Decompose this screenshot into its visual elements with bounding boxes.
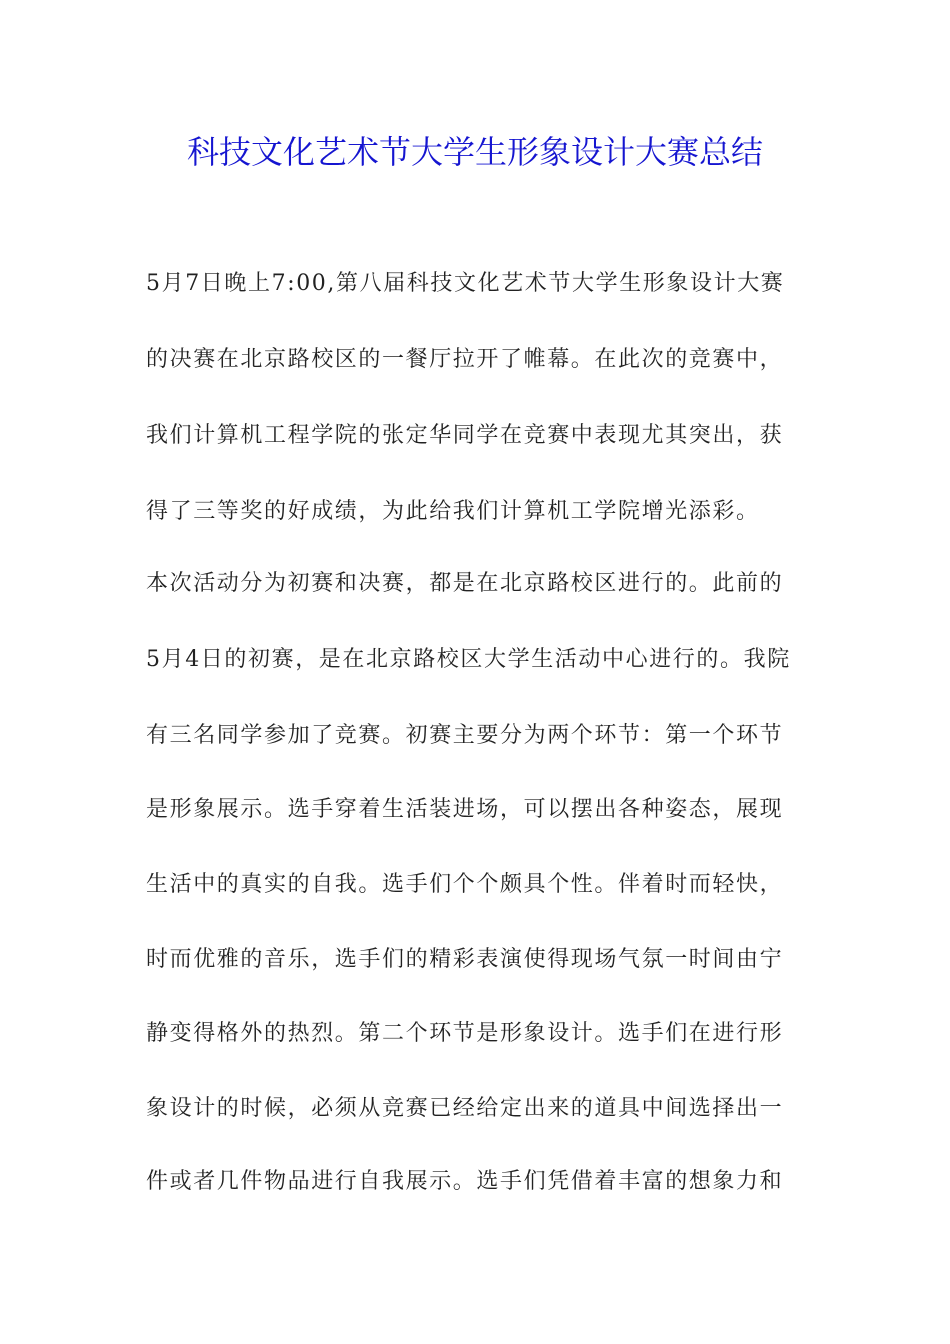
body-line-6: 5月4日的初赛，是在北京路校区大学生活动中心进行的。我院 xyxy=(146,647,791,672)
body-line-2: 的决赛在北京路校区的一餐厅拉开了帷幕。在此次的竞赛中， xyxy=(146,347,784,372)
body-line-5: 本次活动分为初赛和决赛，都是在北京路校区进行的。此前的 xyxy=(146,571,784,596)
body-line-3: 我们计算机工程学院的张定华同学在竞赛中表现尤其突出，获 xyxy=(146,423,784,448)
body-line-7: 有三名同学参加了竞赛。初赛主要分为两个环节：第一个环节 xyxy=(146,723,784,748)
body-line-4: 得了三等奖的好成绩，为此给我们计算机工学院增光添彩。 xyxy=(146,499,760,524)
body-line-8: 是形象展示。选手穿着生活装进场，可以摆出各种姿态，展现 xyxy=(146,797,784,822)
body-line-11: 静变得格外的热烈。第二个环节是形象设计。选手们在进行形 xyxy=(146,1021,784,1046)
body-line-13: 件或者几件物品进行自我展示。选手们凭借着丰富的想象力和 xyxy=(146,1169,784,1194)
body-line-12: 象设计的时候，必须从竞赛已经给定出来的道具中间选择出一 xyxy=(146,1096,784,1121)
body-line-9: 生活中的真实的自我。选手们个个颇具个性。伴着时而轻快， xyxy=(146,872,784,897)
body-line-1: 5月7日晚上7:00,第八届科技文化艺术节大学生形象设计大赛 xyxy=(146,271,785,296)
body-line-10: 时而优雅的音乐，选手们的精彩表演使得现场气氛一时间由宁 xyxy=(146,947,784,972)
document-title: 科技文化艺术节大学生形象设计大赛总结 xyxy=(186,133,763,171)
